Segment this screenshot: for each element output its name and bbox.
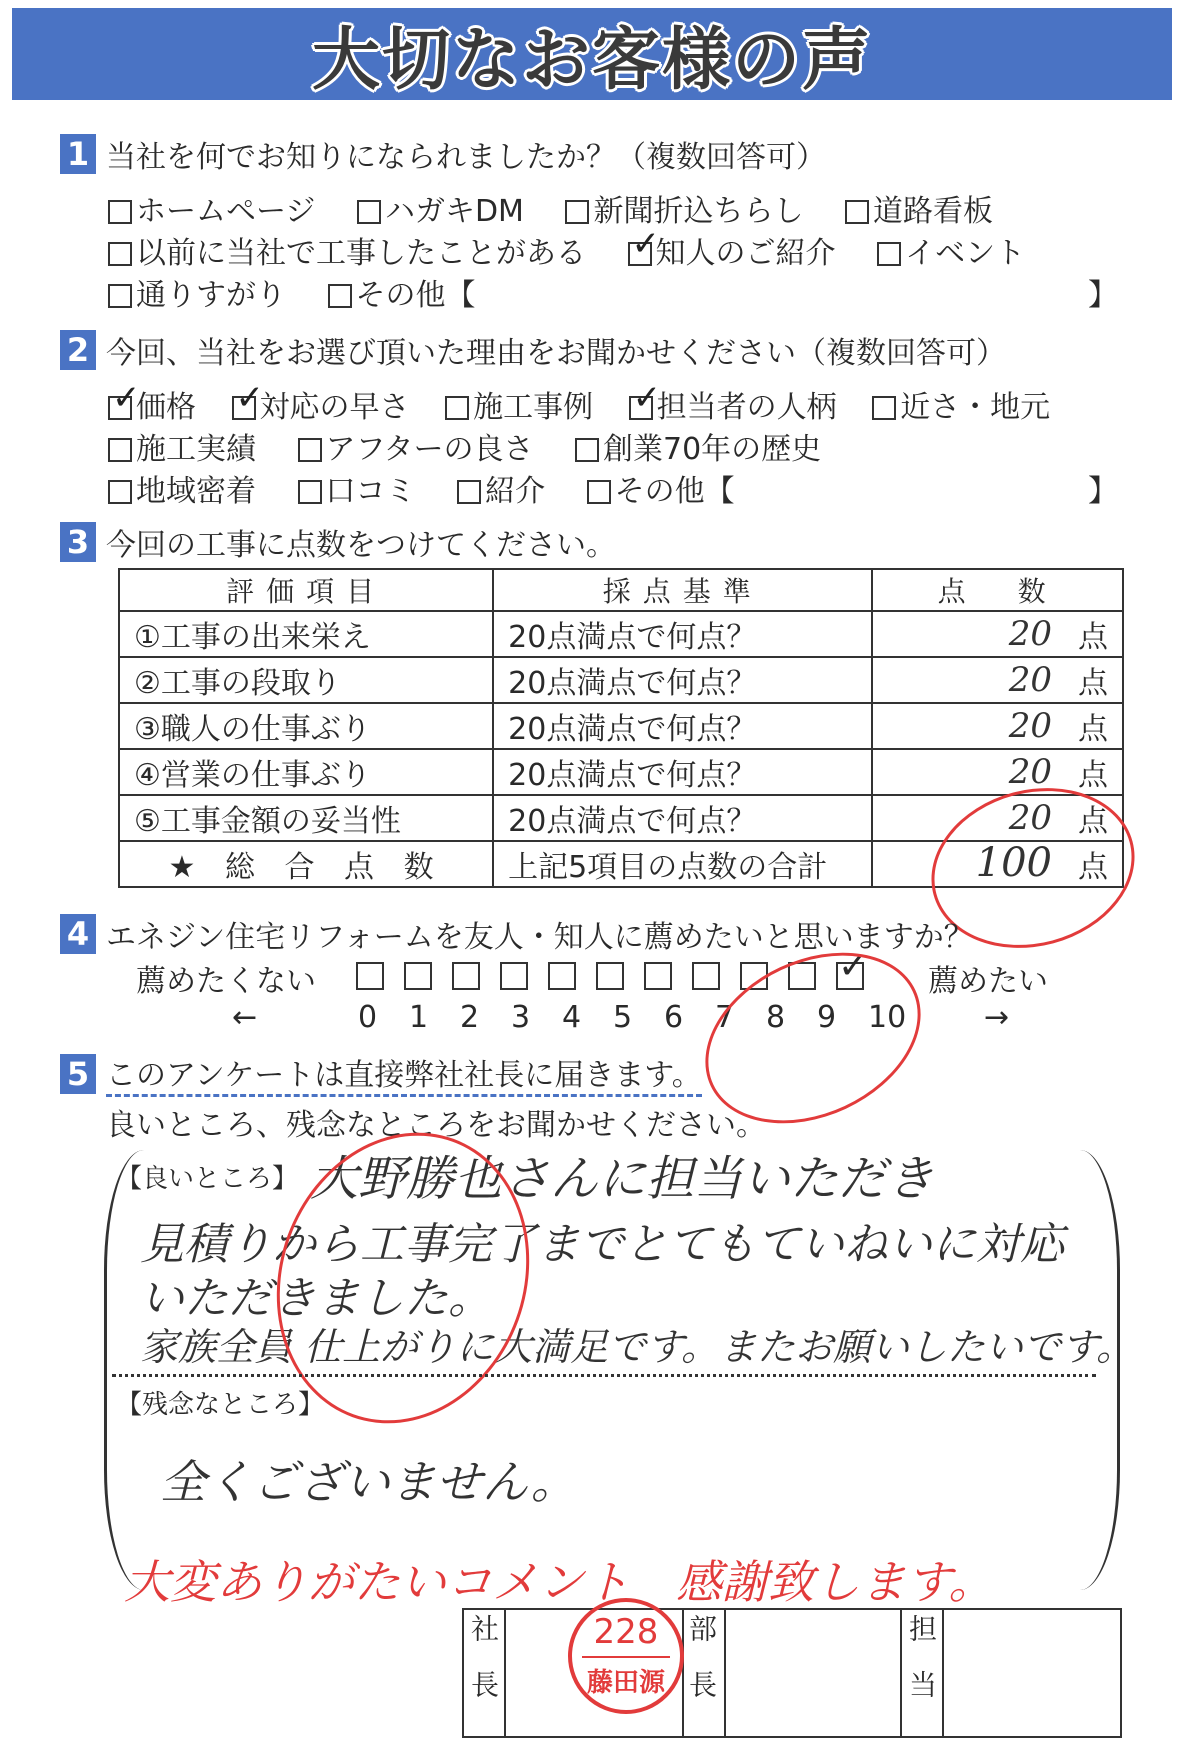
checkbox-option[interactable]: 通りすがり [108, 270, 286, 314]
scale-number: 0 [358, 1000, 378, 1035]
scale-number: 10 [868, 1000, 907, 1035]
score-value: 20 [1008, 752, 1052, 792]
checkbox-icon[interactable] [108, 242, 132, 266]
scale-box[interactable] [596, 962, 624, 990]
bracket-close: 】 [1088, 278, 1118, 313]
q2-options-row1 [108, 382, 1050, 426]
question-4 [60, 912, 974, 956]
question-number: 2 [60, 330, 96, 370]
checkbox-icon[interactable] [108, 200, 132, 224]
scale-box[interactable] [356, 962, 384, 990]
score-unit: 点 [1078, 712, 1108, 747]
question-number: 4 [60, 914, 96, 954]
checkbox-option[interactable]: 施工実績 [108, 424, 256, 468]
checkbox-icon[interactable] [565, 200, 589, 224]
handwritten-good-line: 家族全員 仕上がりに大満足です。またお願いしたいです。 [140, 1325, 1135, 1369]
item-cell: ④営業の仕事ぶり [119, 749, 493, 795]
scale-number: 3 [511, 1000, 531, 1035]
checkbox-option[interactable]: その他【 [587, 466, 735, 510]
criteria-cell: 20点満点で何点？ [493, 657, 872, 703]
checkbox-option[interactable]: 地域密着 [108, 466, 256, 510]
checkbox-option[interactable]: その他【 [328, 270, 476, 314]
checkbox-option[interactable]: 創業70年の歴史 [575, 424, 821, 468]
score-cell[interactable] [872, 749, 1123, 795]
scale-left-label: 薦めたくない [136, 964, 316, 999]
checkbox-option[interactable]: イベント [877, 228, 1025, 272]
q1-options-row2 [108, 228, 1057, 272]
question-text: このアンケートは直接弊社社長に届きます。 [106, 1050, 702, 1097]
criteria-cell: 20点満点で何点？ [493, 611, 872, 657]
scale-box[interactable] [404, 962, 432, 990]
checkbox-option[interactable]: ハガキDM [357, 186, 524, 230]
score-unit: 点 [1078, 666, 1108, 701]
checkbox-icon[interactable] [108, 284, 132, 308]
table-row [119, 657, 1123, 703]
column-header: 点 数 [872, 569, 1123, 611]
handwritten-good-line: 大野勝也さんに担当いただき [310, 1151, 935, 1207]
scale-number: 9 [817, 1000, 837, 1035]
score-unit: 点 [1078, 758, 1108, 793]
approval-stamp-table [462, 1608, 1122, 1738]
scale-box[interactable] [644, 962, 672, 990]
score-cell[interactable] [872, 657, 1123, 703]
score-unit: 点 [1078, 850, 1108, 885]
q5-subtitle: 良いところ、残念なところをお聞かせください。 [106, 1108, 766, 1143]
q2-options-row2 [108, 424, 853, 468]
checkbox-option[interactable]: ✓価格 [108, 382, 196, 426]
handwritten-good-line: 見積りから工事完了までとてもていねいに対応 [140, 1219, 1064, 1270]
question-3 [60, 520, 616, 564]
score-unit: 点 [1078, 804, 1108, 839]
staff-label: 担当 [905, 1614, 938, 1726]
checkbox-option[interactable]: ✓ 対応の早さ [232, 382, 410, 426]
question-number: 1 [60, 134, 96, 174]
checkbox-option[interactable]: ✓ 担当者の人柄 [629, 382, 837, 426]
checked-checkbox-icon[interactable] [232, 396, 256, 420]
checked-checkbox-icon[interactable] [629, 396, 653, 420]
score-unit: 点 [1078, 620, 1108, 655]
item-cell: ③職人の仕事ぶり [119, 703, 493, 749]
checkbox-icon[interactable] [445, 396, 469, 420]
bad-points-label: 【残念なところ】 [116, 1390, 325, 1420]
question-text: 当社を何でお知りになられましたか？（複数回答可） [106, 140, 826, 175]
item-cell: ②工事の段取り [119, 657, 493, 703]
handwritten-bad-line: 全くございません。 [160, 1455, 577, 1509]
checkbox-icon[interactable] [108, 480, 132, 504]
checkbox-option[interactable]: 施工事例 [445, 382, 593, 426]
question-text: 今回の工事に点数をつけてください。 [106, 528, 616, 563]
checkbox-icon[interactable] [298, 480, 322, 504]
total-score-value: 100 [975, 840, 1052, 886]
right-arrow-icon: → [984, 1000, 1010, 1035]
criteria-cell: 20点満点で何点？ [493, 795, 872, 841]
checkbox-icon[interactable] [877, 242, 901, 266]
score-cell[interactable] [872, 703, 1123, 749]
checkbox-icon[interactable] [575, 438, 599, 462]
table-row [119, 703, 1123, 749]
total-criteria: 上記5項目の点数の合計 [493, 841, 872, 887]
checkbox-icon[interactable] [357, 200, 381, 224]
red-reply-comment: 大変ありがたいコメント 感謝致します。 [124, 1555, 995, 1609]
scale-box[interactable] [548, 962, 576, 990]
question-text: 今回、当社をお選び頂いた理由をお聞かせください（複数回答可） [106, 336, 1006, 371]
seal-name: 藤田源 [586, 1668, 665, 1698]
question-text: エネジン住宅リフォームを友人・知人に薦めたいと思いますか？ [106, 920, 974, 955]
scale-box[interactable] [500, 962, 528, 990]
scale-number: 4 [562, 1000, 582, 1035]
checkbox-option[interactable]: ✓ 知人のご紹介 [628, 228, 836, 272]
scale-number: 2 [460, 1000, 480, 1035]
scale-box[interactable] [452, 962, 480, 990]
item-cell: ①工事の出来栄え [119, 611, 493, 657]
q1-options-row1 [108, 186, 1025, 230]
checkbox-icon[interactable] [587, 480, 611, 504]
table-header-row [119, 569, 1123, 611]
question-5 [60, 1050, 702, 1097]
checkbox-option[interactable]: 新聞折込ちらし [565, 186, 803, 230]
scale-box[interactable] [692, 962, 720, 990]
checkbox-option[interactable]: ホームページ [108, 186, 315, 230]
bracket-close: 】 [1088, 474, 1118, 509]
table-row [119, 749, 1123, 795]
score-value: 20 [1008, 660, 1052, 700]
checkbox-icon[interactable] [845, 200, 869, 224]
left-arrow-icon: ← [232, 1000, 258, 1035]
column-header: 採点基準 [493, 569, 872, 611]
good-points-label: 【良いところ】 [116, 1164, 299, 1194]
handwritten-good-line: いただきました。 [140, 1273, 492, 1324]
total-label: ★ 総 合 点 数 [119, 841, 493, 887]
red-seal-stamp [568, 1598, 684, 1714]
scale-number: 5 [613, 1000, 633, 1035]
score-value: 20 [1008, 706, 1052, 746]
column-header: 評価項目 [119, 569, 493, 611]
scale-number: 7 [715, 1000, 735, 1035]
question-1 [60, 132, 826, 176]
checkbox-icon[interactable] [108, 438, 132, 462]
question-number: 5 [60, 1054, 96, 1094]
checked-checkbox-icon[interactable] [108, 396, 132, 420]
criteria-cell: 20点満点で何点？ [493, 749, 872, 795]
divider [112, 1374, 1096, 1377]
score-value: 20 [1008, 614, 1052, 654]
page-title: 大切なお客様の声 [311, 21, 872, 100]
scale-number: 1 [409, 1000, 429, 1035]
checkbox-option[interactable]: 紹介 [457, 466, 545, 510]
criteria-cell: 20点満点で何点？ [493, 703, 872, 749]
stamp-cell [724, 1610, 902, 1736]
table-row [119, 611, 1123, 657]
scale-right-label: 薦めたい [928, 964, 1048, 999]
q2-options-row3 [108, 466, 767, 510]
seal-number: 228 [593, 1612, 659, 1652]
scale-number: 8 [766, 1000, 786, 1035]
question-number: 3 [60, 522, 96, 562]
checkbox-icon[interactable] [872, 396, 896, 420]
checkbox-icon[interactable] [457, 480, 481, 504]
checkbox-option[interactable]: 道路看板 [845, 186, 993, 230]
seal-divider [582, 1656, 670, 1658]
checkbox-icon[interactable] [328, 284, 352, 308]
checkbox-option[interactable]: 以前に当社で工事したことがある [108, 228, 586, 272]
scale-number: 6 [664, 1000, 684, 1035]
score-value: 20 [1008, 798, 1052, 838]
checkbox-option[interactable]: アフターの良さ [298, 424, 534, 468]
checked-checkbox-icon[interactable] [628, 242, 652, 266]
question-2 [60, 328, 1006, 372]
item-cell: ⑤工事金額の妥当性 [119, 795, 493, 841]
score-cell[interactable] [872, 611, 1123, 657]
checkbox-option[interactable]: 近さ・地元 [872, 382, 1050, 426]
manager-label: 部長 [685, 1614, 718, 1726]
q1-options-row3 [108, 270, 508, 314]
president-label: 社長 [467, 1614, 500, 1726]
checkbox-icon[interactable] [298, 438, 322, 462]
checkbox-option[interactable]: 口コミ [298, 466, 416, 510]
